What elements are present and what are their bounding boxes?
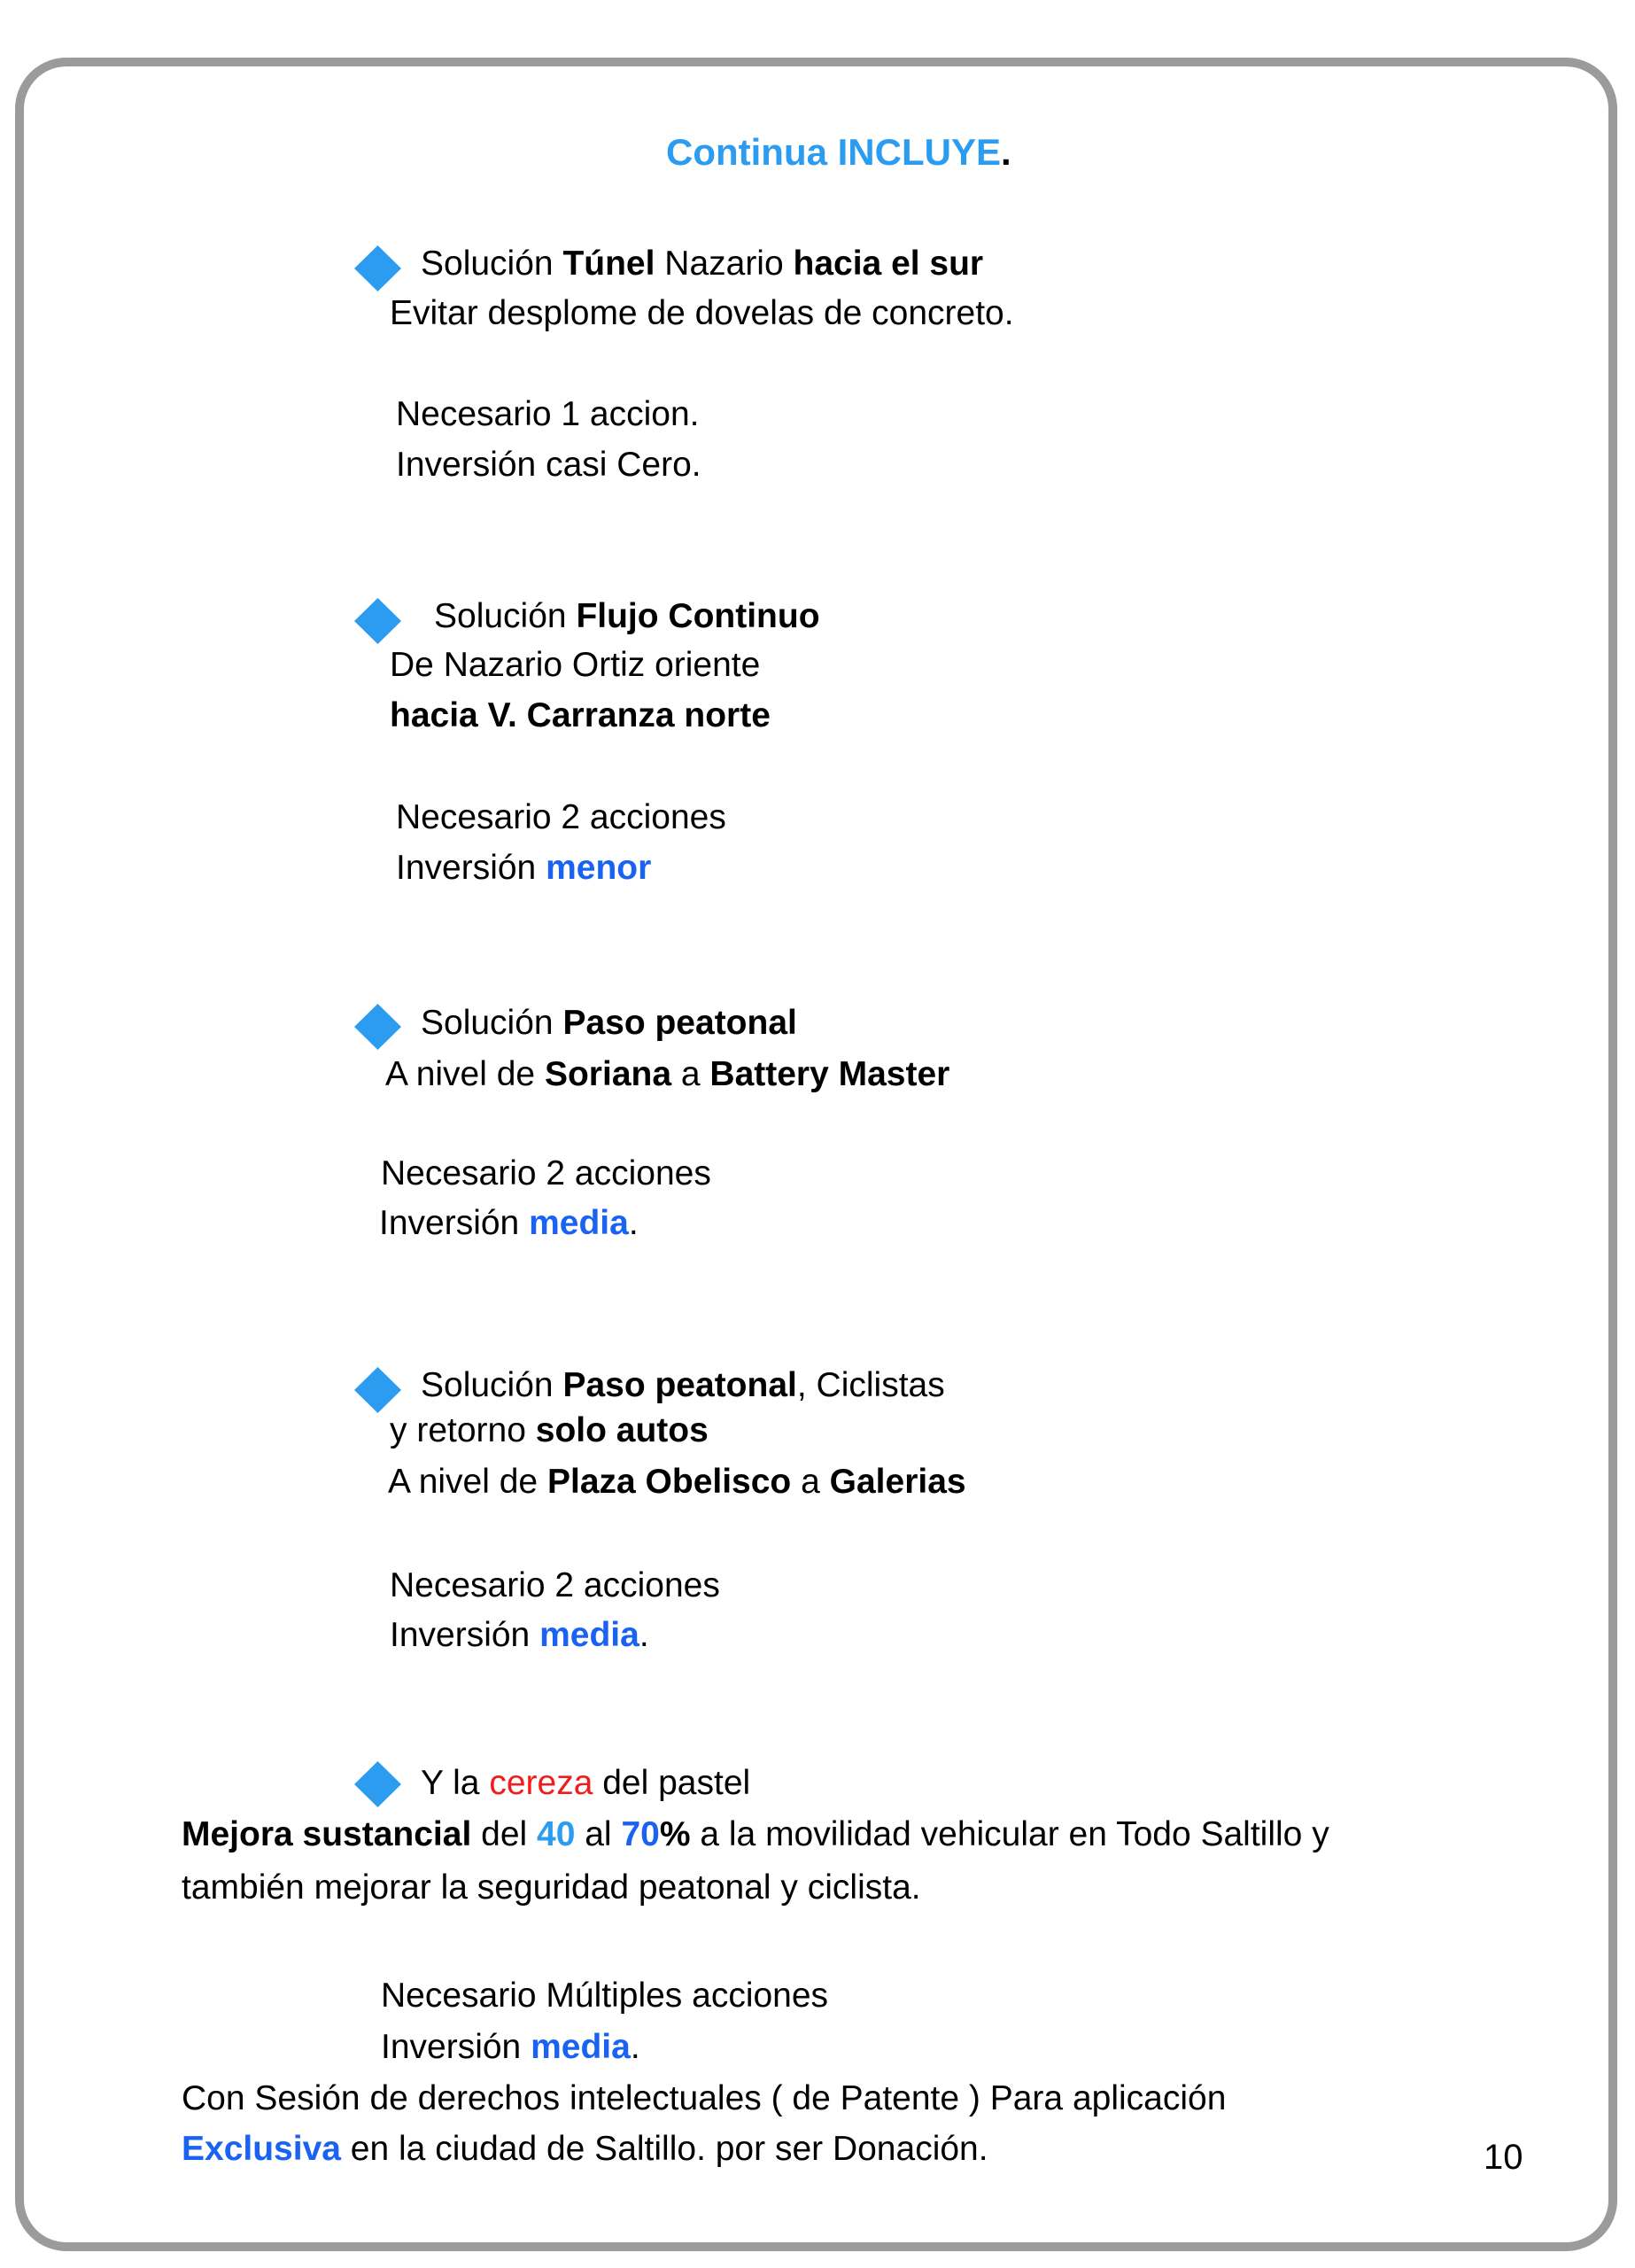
text-segment: De Nazario Ortiz oriente <box>390 646 761 684</box>
body-line <box>390 1565 720 1606</box>
text-segment: Inversión <box>381 2028 531 2066</box>
body-line <box>390 1615 649 1656</box>
body-line <box>390 293 1014 334</box>
text-segment: Solución <box>421 1004 563 1042</box>
footer-line <box>381 2027 640 2068</box>
text-segment: Con Sesión de derechos intelectuales ( de Patente ) Para aplicación <box>182 2079 1227 2117</box>
text-segment: Inversión <box>379 1204 530 1242</box>
text-segment: a la movilidad vehicular en Todo Saltillo y <box>690 1815 1329 1853</box>
text-segment: Exclusiva <box>182 2130 341 2168</box>
page-border <box>15 58 1617 2251</box>
text-segment: solo autos <box>535 1411 709 1449</box>
text-segment: . <box>630 2028 640 2066</box>
text-segment: Solución <box>421 245 563 283</box>
text-segment: a <box>671 1055 710 1093</box>
text-segment: Y la <box>421 1764 490 1802</box>
bullet-heading <box>434 596 820 637</box>
text-segment: , Ciclistas <box>796 1366 945 1404</box>
text-segment: A nivel de <box>388 1463 547 1501</box>
body-line <box>390 695 771 736</box>
text-segment: hacia el sur <box>793 245 984 283</box>
text-segment: Necesario Múltiples acciones <box>381 1977 829 2015</box>
text-segment: en la ciudad de Saltillo. por ser Donación. <box>340 2130 988 2168</box>
page-number: 10 <box>1484 2138 1523 2177</box>
text-segment: a <box>791 1463 830 1501</box>
body-line <box>385 1054 949 1095</box>
text-segment: Túnel <box>562 245 655 283</box>
body-line <box>388 1462 966 1503</box>
text-segment: media <box>531 2028 631 2066</box>
text-segment: también mejorar la seguridad peatonal y ciclista. <box>182 1868 921 1907</box>
footer-line <box>182 2078 1226 2119</box>
footer-line <box>381 1976 828 2016</box>
text-segment: Inversión <box>396 849 546 887</box>
text-segment: Solución <box>434 597 577 635</box>
bullet-heading <box>421 1763 750 1804</box>
text-segment: y retorno <box>390 1411 536 1449</box>
text-segment: . <box>628 1204 639 1242</box>
text-segment: Solución <box>421 1366 563 1404</box>
body-line <box>396 848 651 889</box>
bullet-heading <box>421 1365 945 1406</box>
text-segment: Necesario 2 acciones <box>381 1154 711 1192</box>
bullet-heading <box>421 1003 797 1044</box>
text-segment: media <box>529 1204 629 1242</box>
text-segment: del <box>471 1815 538 1853</box>
body-line <box>390 645 760 686</box>
text-segment: media <box>539 1616 639 1654</box>
text-segment: Soriana <box>544 1055 672 1093</box>
text-segment: hacia V. Carranza norte <box>390 696 771 734</box>
text-segment: Necesario 2 acciones <box>390 1566 720 1604</box>
body-line <box>182 1814 1329 1855</box>
text-segment: Nazario <box>655 245 794 283</box>
text-segment: Plaza Obelisco <box>546 1463 792 1501</box>
text-segment: A nivel de <box>385 1055 545 1093</box>
body-line <box>396 394 700 435</box>
text-segment: Battery Master <box>709 1055 950 1093</box>
text-segment: Inversión <box>390 1616 540 1654</box>
text-segment: % <box>659 1815 691 1853</box>
text-segment: menor <box>546 849 652 887</box>
text-segment: del pastel <box>593 1764 751 1802</box>
footer-line <box>182 2129 988 2170</box>
text-segment: Galerias <box>829 1463 966 1501</box>
text-segment: Continua INCLUYE <box>666 131 1001 173</box>
text-segment: 70 <box>621 1815 660 1853</box>
text-segment: . <box>639 1616 649 1654</box>
text-segment: Flujo Continuo <box>576 597 820 635</box>
body-line <box>390 1410 709 1451</box>
text-segment: cereza <box>489 1764 593 1802</box>
text-segment: Paso peatonal <box>562 1366 797 1404</box>
body-line <box>379 1203 639 1244</box>
body-line <box>396 797 726 838</box>
text-segment: Mejora sustancial <box>182 1815 472 1853</box>
body-line <box>396 445 701 485</box>
text-segment: Necesario 1 accion. <box>396 395 700 433</box>
body-line <box>182 1868 921 1908</box>
page-title <box>666 130 1011 175</box>
text-segment: Inversión casi Cero. <box>396 446 701 484</box>
text-segment: 40 <box>537 1815 576 1853</box>
bullet-heading <box>421 244 983 284</box>
text-segment: Paso peatonal <box>562 1004 797 1042</box>
text-segment: al <box>575 1815 622 1853</box>
body-line <box>381 1153 711 1194</box>
text-segment: Necesario 2 acciones <box>396 798 726 836</box>
text-segment: . <box>1000 131 1011 173</box>
text-segment: Evitar desplome de dovelas de concreto. <box>390 294 1014 332</box>
